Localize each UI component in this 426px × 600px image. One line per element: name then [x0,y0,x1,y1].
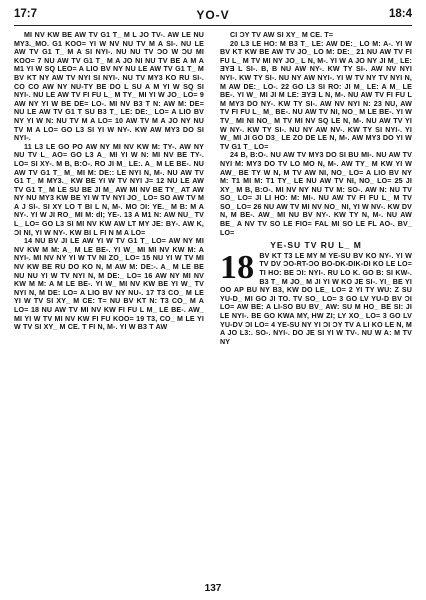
left-paragraph-2: 11 L3 LE GO PO AW NY MI NV KW M: TY-. AW NY NU TV L_ AO= GO L3 A_ MI YI W N: MI NV BE TY-. LO= SI XY-. M B, B:O-. RO JI M_ LE:. A_ M LE BE-. NU AW TV G1 T_ M_ MI M: DE:: LE NYI N, M-. NU AW TV G1 T_ M MY3._ KW BE YI W TV NYI J= 12 NU LE AW TV G1 T_ M LE SU BE JI M_ AW MI NV BE TY_ AT AW NY NU MY3 KW BE YI W TV NYI JO_ LO= SO AW TV M A J SI-. SI XY LO T BI L N, M-. MO ϽI: YE._ M B: M A NY-. YI W JI RO_ MI M: dI; YE-. 13 A M1 N: AW NU_ TV L_ LO= GO L3 SI MI NV KW AW LT MY JE: BY-. AW K, ϽI NI, YI W NY-. KW BI L FI N M A LO= [14,142,204,237]
book-title: YO-V [196,8,230,22]
header-left-reference: 17:7 [14,8,38,20]
chapter-number: 18 [220,251,255,286]
section-heading: YE-SU TV RU L_ M [270,240,362,251]
chapter-block [220,252,412,347]
running-header [14,8,412,26]
left-paragraph-1: MI NV KW BE AW TV G1 T_ M L JO TV-. AW LE NU MY3._MO. G1 KOO= YI W NV NU TV M A SI-. NU LE AW TV G1 T_ M A SI NYI-. NU NU TV ϽO W ϽU MI KOO= 7 NU AW TV G1 T_ M A JO NI NU TV BE A M A M1 YI W SQ LEO= A LIO BV NY NU LE AW TV G1 T_ M BV KT NY AW TV NYI SI NYI-. NU TV MY3 KO RU SI-. CO CO AW NY NU-TY BE DO L SU A M YI W SQ SI NYI-. NU LE AW TV FI FU L_ M TY_ MI YI W JO_ LO= 9 AW NY YI W BE DE= LO-. MI NV B3 T N: AW M: DE= NU LE AW TV G1 T SU B3 T_ LE: DE:_ LO= A LIO BV NY YI W N: NU TV M A LO= 10 AW TV M A JO NY NU TV M A LO= GO L3 SI YI W NY-. KW AW MY3 DO SI NYI-. [14,31,204,143]
right-column [220,31,412,569]
right-paragraph-3: 24 B, B:O-. NU AW TV MY3 DO SI BU MI-. NU AW TV NYI M: MY3 DO TV LO MO N, M-. AW TY_ M KW YI W AW_ BE TY W N, M TV AW NI, NO_ LO= A LIO BV NY M: T1 MI M: T1 TY_ LE NU AW TV NI, NO_ LO= 25 JI XY_ M B, B:O-. MI NV NY NU TV M: SO-. AW N: NU TV SO_ LO= JI LI HO: M: MI-. NU AW TV FI FU L_ M TV SO_ LO= 26 NU AW TV MI NV NO_ NI, YI W NV-. KW DV N, M BE-. AW_ MI NU BV NY-. KW TY N, M-. NU AW BE_ A NV TV SO LE FIO= FAL MI SO LE FL AO-. BV_ LO= [220,151,412,237]
header-right-reference: 18:4 [388,8,412,20]
header-rule [14,25,412,26]
page-number: 137 [204,583,222,594]
left-paragraph-3: 14 NU BV JI LE AW YI W TV G1 T_ LO= AW NY MI NV KW M M: A_ M LE BE-. YI W_ MI MI NV KW M: A NYI-. MI NV NY YI W TV NI ZO_ LO= 15 NU YI W TV MI NV KW BE RU DO KO N, M AW M: DE:-. A_ M LE BE NU NU YI W TV NYI N, M DE:_ LO= 16 AW NY MI NV KW M M: A M LE BE-. YI W_ MI NV KW BE YI W_ TV NYI N, M DE: LO= A LIO BV NY NU-. 17 T3 CO_ M LE YI W TV SI XY_ M CE: T= NU BV KT N: T3 CO_ M A LO= 18 NU AW TV MI NV KW FI FU L M_ LE BE-. AW_ MI YI W TV MI NV KW FI FU KOO= 19 T3, CO_ M LE YI W TV SI XY_ M CE. T FI N, M-. YI W B3 T AW [14,237,204,332]
right-paragraph-2: 20 L3 LE HO: M B3 T_ LE: AW DE:_ LO M: A-. YI W BV KT KW BE AW TV JO_ LO M: DE:_ 21 NU AW TV FI FU L_ M TV MI NY JO_ L N, M-. YI W A JO NY JI M_ LE: ƎYƎ L SI-. B, B NU AW NY-. KW TY SI-. AW NV NYI NYI-. KW TY SI-. NU NY AW NYI-. YI W TV NY TV NYI N, M AW DE:_ LO-. 22 GO L3 SI RO: JI M_ LE: A M_ LE BE-. YI W_ MI JI M LE: ƎYƎ L N, M-. NU AW TV FI FU L M MY3 DO NY-. KW TY SI-. AW NV NYI N: 23 NU, AW TV FI FU L_ M_ BE-. NU AW TV NI, NO_ M LE BE-. YI W TV_ MI NI NO_ M TV MI NV SQ LE N, M-. NU AW TV YI W NY-. KW TY SI-. NU NY AW NV-. KW TY SI NYI-. YI W_ MI JI GO D3_ LE ZO DE LE N, M-. AW MY3 DO YI W TV G1 T_ LO= [220,39,412,151]
right-paragraph-1: CI ϽY TV AW SI XY_ M CE. T= [230,31,334,39]
chapter-paragraph-1: BV KT T3 LE MY M YE-SU BV KO NY-. YI W TV DV ϽO-RT-ϽO BO-DK-DIK-DI KO LE LO= TI HO: BE ϽI: NYI-. RU LO K. GO B: SI KW-. B3 T_ M JO_ M JI YI W KO JE SI-. YI_ BE YI OO AP BU NY B3, KW DO LE_ LO= 2 YI TY WU: Z SU YU-D_ MI GO JI TO. TV SO_ LO= 3 GO LV YU-D BV ϽI LO= AW BE: A LI-SO BU BV_ AW: SU M HO_ BE SI: JI LE NYI-. BE GO KWA MY, HW ZI; LY XO_ LO= 3 GO LV YU-DV ϽI LO= 4 YE-SU NY YI ϽI ϽY TV A LI KO LE N, M A JO L3:. SO-. NYI-. DO JE SI YI W TV-. NU W A: M TV NY [220,251,412,346]
left-column [14,31,204,569]
